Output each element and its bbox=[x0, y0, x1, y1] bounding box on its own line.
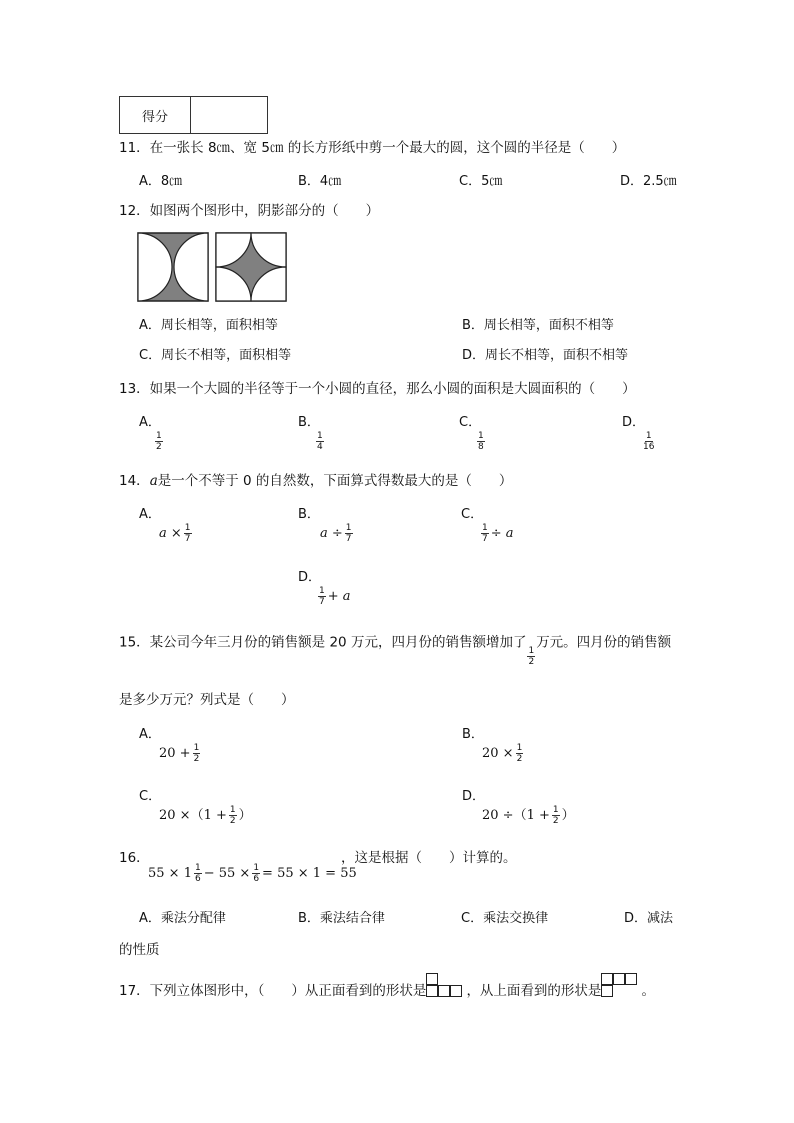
expr-post: ） bbox=[238, 808, 252, 823]
option-letter: B． bbox=[298, 507, 320, 522]
question-13: 13．如果一个大圆的半径等于一个小圆的直径，那么小圆的面积是大圆面积的（ ） bbox=[119, 381, 636, 397]
q14-option-a[interactable] bbox=[139, 507, 194, 544]
fraction: $\frac{1}{8}$ bbox=[478, 431, 484, 452]
option-letter: D． bbox=[622, 415, 646, 430]
expr-pre: 20 ×（1 + bbox=[159, 808, 227, 823]
fraction: $\frac{1}{6}$ bbox=[253, 863, 260, 884]
fraction: $\frac{1}{2}$ bbox=[229, 805, 236, 826]
expr-post: ÷ a bbox=[490, 526, 514, 541]
q14-option-c[interactable] bbox=[461, 507, 514, 544]
shaded-figure-left bbox=[137, 232, 209, 302]
question-number: 14． bbox=[119, 473, 150, 489]
q14-option-b[interactable] bbox=[298, 507, 355, 544]
fraction: $\frac{1}{7}$ bbox=[184, 523, 191, 544]
question-11: 11．在一张长 8㎝、宽 5㎝ 的长方形纸中剪一个最大的圆，这个圆的半径是（ ） bbox=[119, 140, 626, 156]
q12-option-b[interactable]: B．周长相等，面积不相等 bbox=[462, 318, 614, 333]
top-view-shape bbox=[601, 973, 641, 999]
q15-option-c[interactable] bbox=[139, 789, 252, 826]
q16-option-c[interactable]: C．乘法交换律 bbox=[461, 911, 549, 926]
question-15-line-1 bbox=[119, 632, 672, 667]
option-letter: C． bbox=[139, 789, 162, 804]
expr-pre: 20 ÷（1 + bbox=[482, 808, 550, 823]
fraction: $\frac{1}{6}$ bbox=[194, 863, 201, 884]
score-value[interactable] bbox=[191, 97, 268, 134]
option-letter: C． bbox=[459, 415, 482, 430]
q16-option-d-wrap: 的性质 bbox=[119, 942, 160, 958]
question-12: 12．如图两个图形中，阴影部分的（ ） bbox=[119, 203, 380, 219]
option-letter: D． bbox=[462, 789, 486, 804]
question-text: 17．下列立体图形中，（ ）从正面看到的形状是 bbox=[119, 983, 427, 999]
question-text: 万元。四月份的销售额 bbox=[536, 634, 672, 651]
q13-option-c[interactable] bbox=[459, 415, 487, 452]
front-view-shape bbox=[426, 973, 466, 999]
q12-option-d[interactable]: D．周长不相等，面积不相等 bbox=[462, 348, 629, 363]
q15-option-a[interactable] bbox=[139, 727, 202, 764]
option-letter: A． bbox=[139, 415, 161, 430]
q11-option-d[interactable]: D．2.5㎝ bbox=[620, 174, 677, 189]
q11-option-b[interactable]: B．4㎝ bbox=[298, 174, 342, 189]
shaded-figure-right bbox=[215, 232, 287, 302]
q15-option-d[interactable] bbox=[462, 789, 575, 826]
expr-pre: a × bbox=[159, 526, 182, 541]
q13-option-b[interactable] bbox=[298, 415, 326, 452]
option-letter: D． bbox=[298, 570, 322, 585]
expr-pre: 20 × bbox=[482, 746, 514, 761]
option-letter: C． bbox=[461, 507, 484, 522]
fraction: $\frac{1}{7}$ bbox=[482, 523, 488, 544]
fraction: $\frac{1}{2}$ bbox=[156, 431, 162, 452]
q11-option-c[interactable]: C．5㎝ bbox=[459, 174, 503, 189]
fraction: $\frac{1}{16}$ bbox=[643, 431, 655, 452]
q15-option-b[interactable] bbox=[462, 727, 525, 764]
q13-option-d[interactable] bbox=[622, 415, 657, 452]
expr-pre: a ÷ bbox=[320, 526, 343, 541]
score-box bbox=[119, 96, 268, 134]
question-text: ，从上面看到的形状是 bbox=[466, 983, 602, 999]
variable: a bbox=[149, 473, 158, 489]
q16-option-a[interactable]: A．乘法分配律 bbox=[139, 911, 226, 926]
fraction: $\frac{1}{2}$ bbox=[552, 805, 559, 826]
q13-option-a[interactable] bbox=[139, 415, 165, 452]
option-letter: B． bbox=[298, 415, 320, 430]
option-letter: B． bbox=[462, 727, 484, 742]
fraction: $\frac{1}{7}$ bbox=[345, 523, 352, 544]
fraction: $\frac{1}{2}$ bbox=[528, 646, 535, 667]
question-15-line-2: 是多少万元？列式是（ ） bbox=[119, 692, 295, 708]
expr-post: ） bbox=[561, 808, 575, 823]
expr-post: + a bbox=[327, 589, 351, 604]
expr-pre: 20 + bbox=[159, 746, 191, 761]
question-text: 。 bbox=[641, 983, 655, 999]
option-letter: A． bbox=[139, 507, 161, 522]
question-text: 是一个不等于 0 的自然数，下面算式得数最大的是（ ） bbox=[157, 473, 513, 489]
q14-option-d[interactable] bbox=[298, 570, 351, 607]
question-text: 15．某公司今年三月份的销售额是 20 万元，四月份的销售额增加了 bbox=[119, 634, 527, 651]
score-label: 得分 bbox=[120, 97, 191, 134]
q16-option-b[interactable]: B．乘法结合律 bbox=[298, 911, 385, 926]
fraction: $\frac{1}{7}$ bbox=[319, 586, 325, 607]
q11-option-a[interactable]: A．8㎝ bbox=[139, 174, 183, 189]
fraction: $\frac{1}{2}$ bbox=[516, 743, 523, 764]
fraction: $\frac{1}{4}$ bbox=[317, 431, 323, 452]
question-17 bbox=[119, 978, 655, 1004]
q16-expression: 55 × 1 $\frac{1}{6}$ − 55 × $\frac{1}{6}$ = 55 × 1 = 55 bbox=[148, 863, 357, 884]
q12-option-a[interactable]: A．周长相等，面积相等 bbox=[139, 318, 278, 333]
option-letter: A． bbox=[139, 727, 161, 742]
fraction: $\frac{1}{2}$ bbox=[193, 743, 200, 764]
question-16-number: 16． bbox=[119, 850, 150, 866]
question-14 bbox=[119, 473, 512, 489]
q12-option-c[interactable]: C．周长不相等，面积相等 bbox=[139, 348, 292, 363]
q16-option-d[interactable]: D．减法 bbox=[624, 911, 674, 926]
question-16-text: ，这是根据（ ）计算的。 bbox=[341, 850, 517, 866]
